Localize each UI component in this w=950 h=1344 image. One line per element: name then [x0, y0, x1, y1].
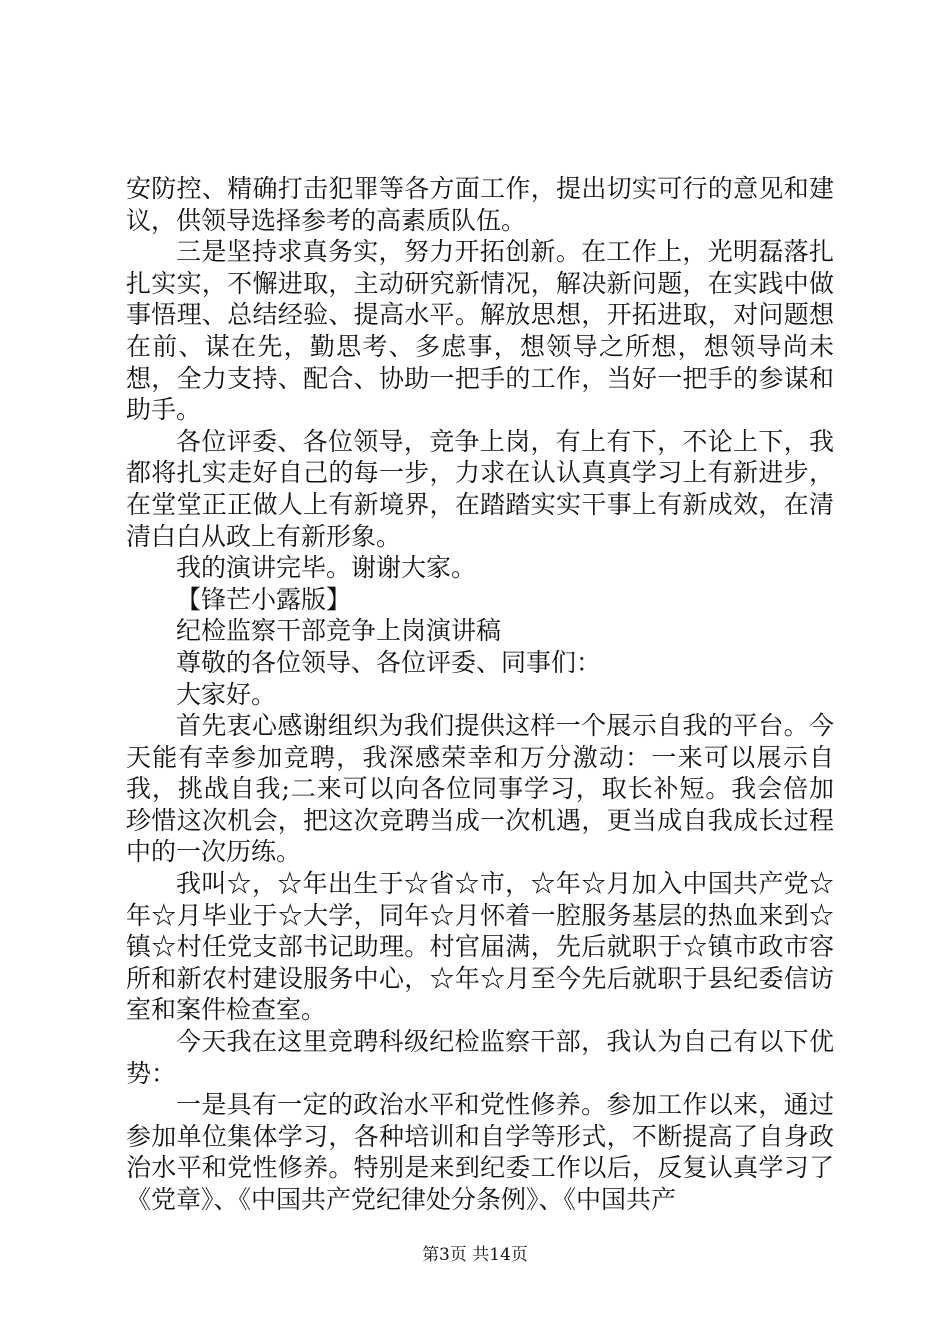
- paragraph-3: 各位评委、各位领导，竞争上岗，有上有下，不论上下，我都将扎实走好自己的每一步，力求在认认真真学习上有新进步，在堂堂正正做人上有新境界，在踏踏实实干事上有新成效，在清清白白从政上有新形象。: [126, 426, 834, 551]
- page-number-footer: 第3页 共14页: [422, 1245, 528, 1265]
- paragraph-12: 一是具有一定的政治水平和党性修养。参加工作以来，通过参加单位集体学习，各种培训和自学等形式，不断提高了自身政治水平和党性修养。特别是来到纪委工作以后，反复认真学习了《党章》、《中国共产党纪律处分条例》、《中国共产: [126, 1090, 834, 1214]
- paragraph-1: 安防控、精确打击犯罪等各方面工作，提出切实可行的意见和建议，供领导选择参考的高素质队伍。: [126, 174, 834, 235]
- paragraph-11: 今天我在这里竞聘科级纪检监察干部，我认为自己有以下优势：: [126, 1027, 834, 1088]
- document-body: [126, 173, 834, 1216]
- section-title: 纪检监察干部竞争上岗演讲稿: [176, 616, 502, 646]
- paragraph-10: 我叫☆，☆年出生于☆省☆市，☆年☆月加入中国共产党☆年☆月毕业于☆大学，同年☆月怀着一腔服务基层的热血来到☆镇☆村任党支部书记助理。村官届满，先后就职于☆镇市政市容所和新农村建设服务中心，☆年☆月至今先后就职于县纪委信访室和案件检查室。: [126, 869, 834, 1025]
- paragraph-2: 三是坚持求真务实，努力开拓创新。在工作上，光明磊落扎扎实实，不懈进取，主动研究新情况，解决新问题，在实践中做事悟理、总结经验、提高水平。解放思想，开拓进取，对问题想在前、谋在先，勤思考、多虑事，想领导之所想，想领导尚未想，全力支持、配合、协助一把手的工作，当好一把手的参谋和助手。: [126, 237, 834, 425]
- section-tag: 【锋芒小露版】: [176, 584, 352, 614]
- greeting: 大家好。: [176, 679, 277, 709]
- paragraph-9: 首先衷心感谢组织为我们提供这样一个展示自我的平台。今天能有幸参加竞聘，我深感荣幸和万分激动：一来可以展示自我，挑战自我;二来可以向各位同事学习，取长补短。我会倍加珍惜这次机会，把这次竞聘当成一次机遇，更当成自我成长过程中的一次历练。: [126, 711, 834, 867]
- paragraph-4: 我的演讲完毕。谢谢大家。: [176, 553, 477, 583]
- salutation: 尊敬的各位领导、各位评委、同事们：: [176, 647, 602, 677]
